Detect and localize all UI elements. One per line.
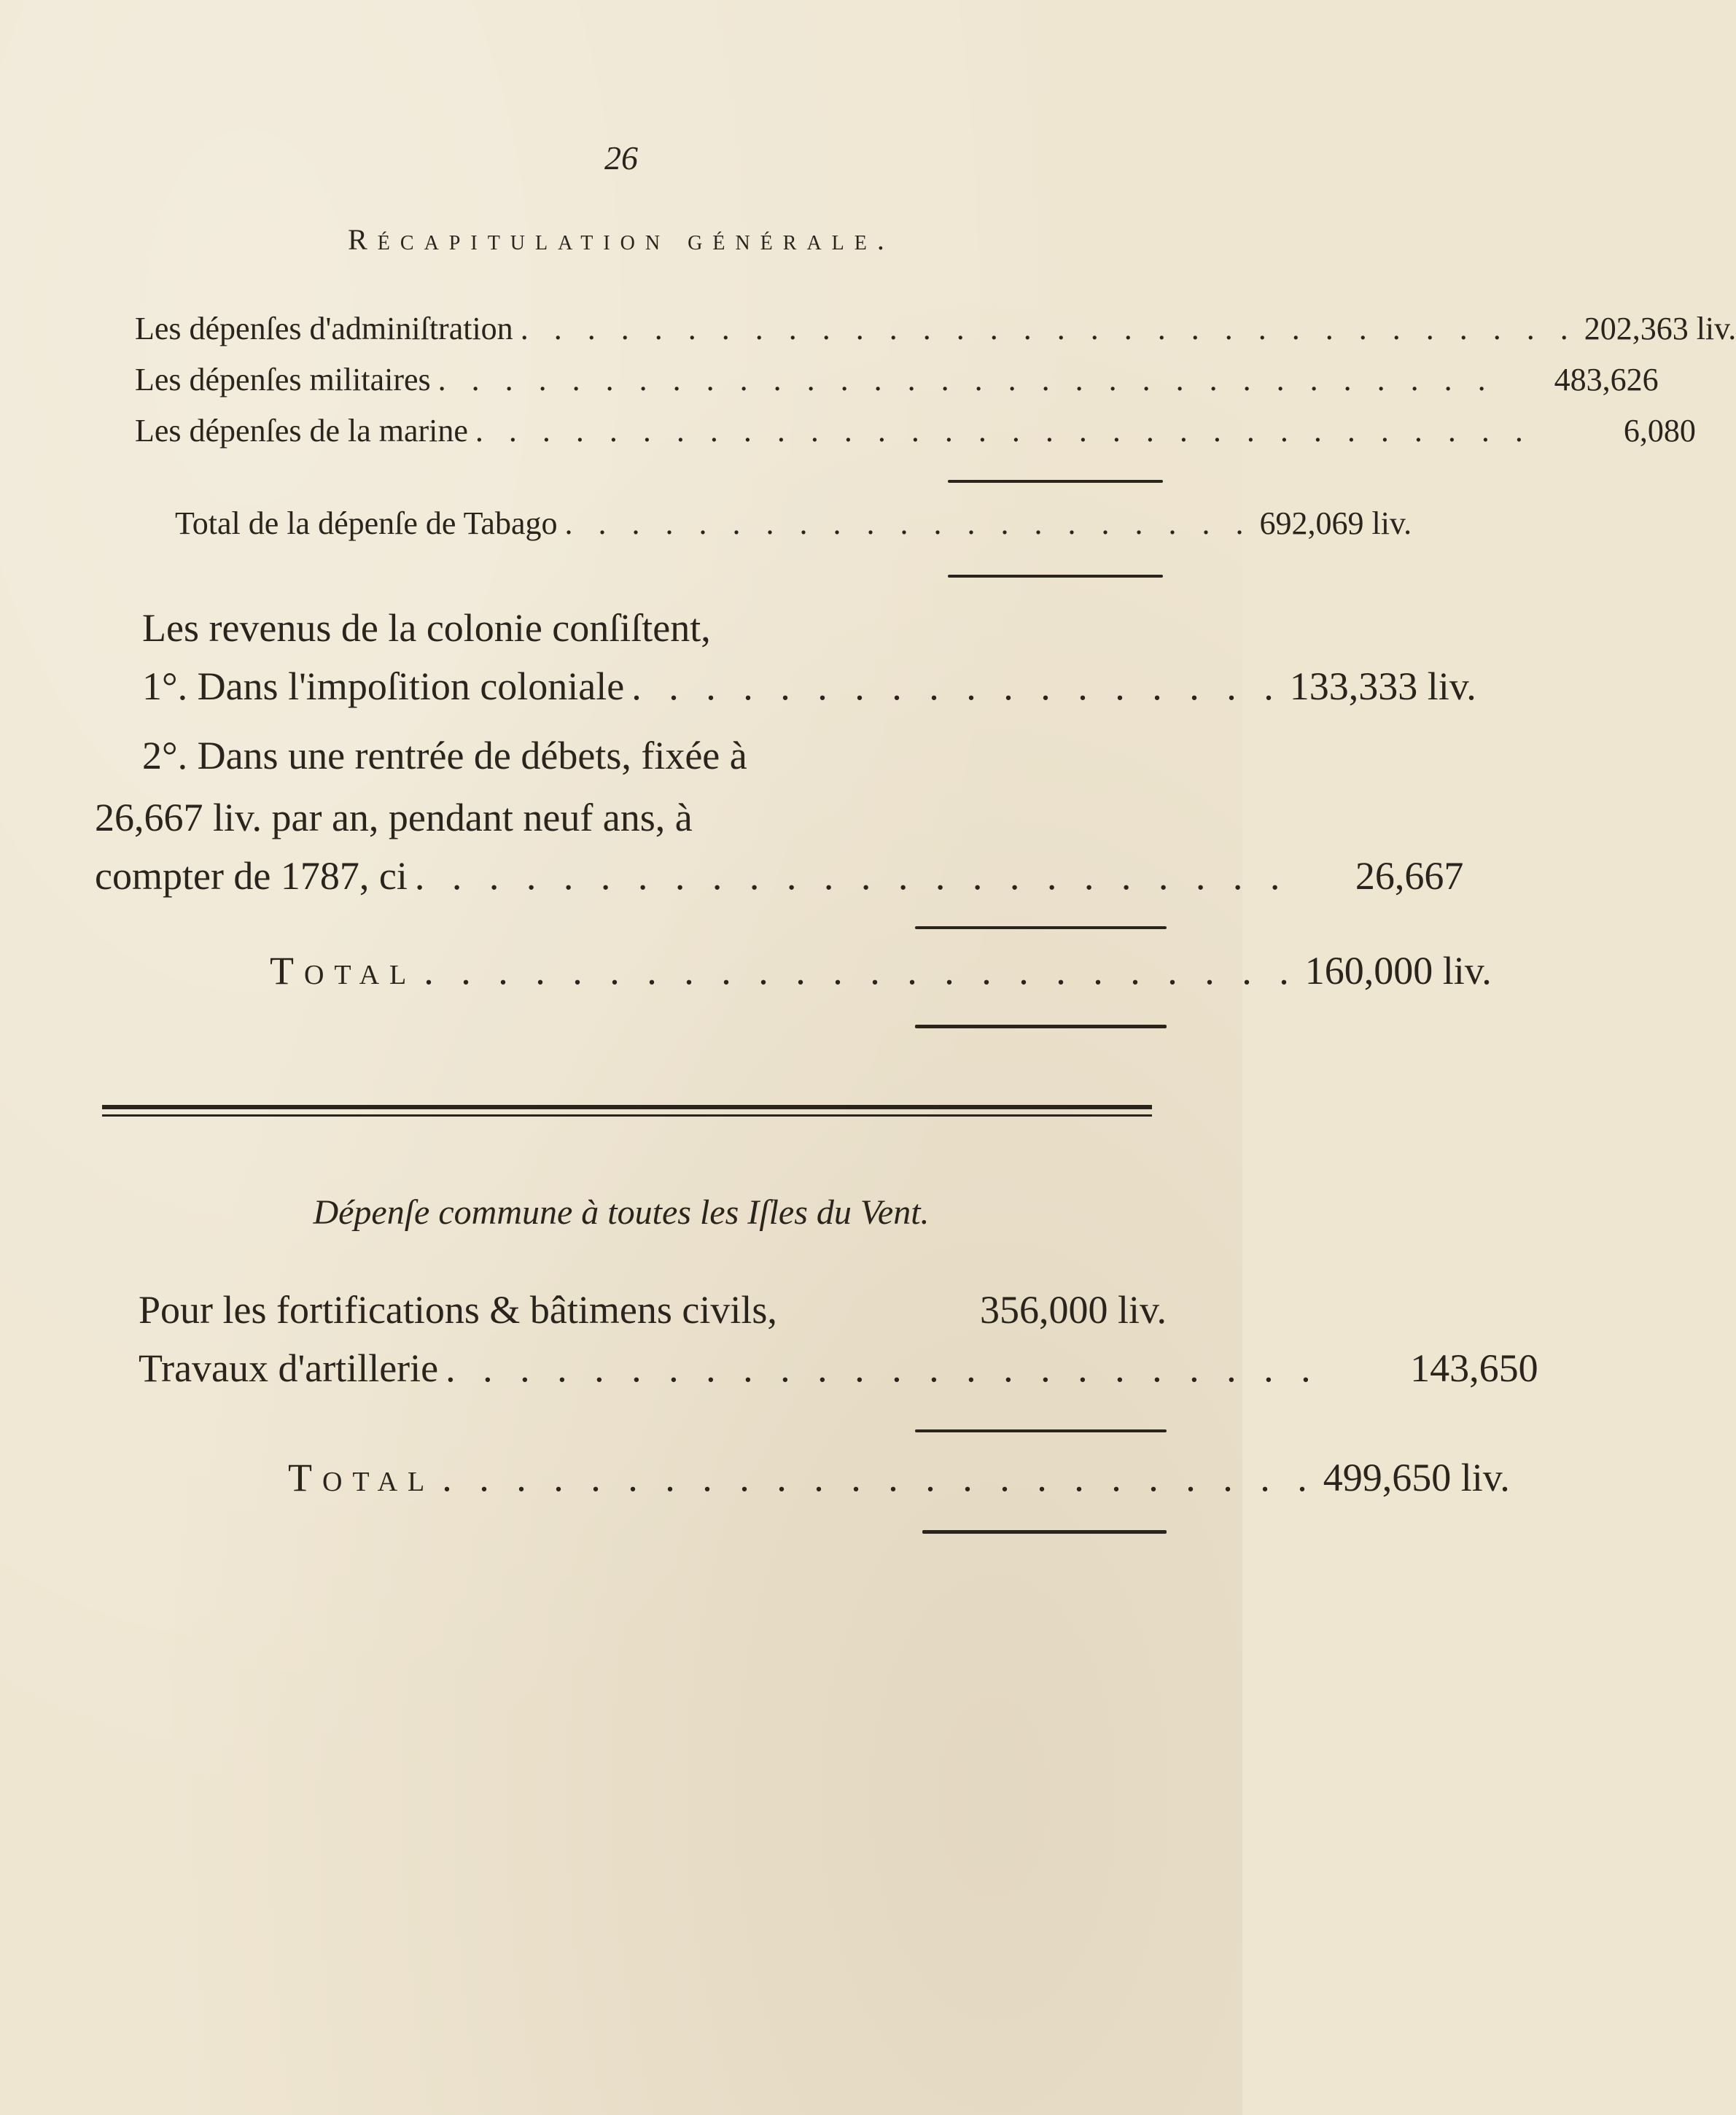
leader-dots: . . . . . . . . . . . . . . . . . . . . . . . . . . . . . . . . — [520, 311, 1577, 346]
revenue-debets-line-a: 2°. Dans une rentrée de débets, fixée à — [142, 734, 747, 777]
common-row-fortifications — [139, 1287, 1167, 1332]
sum-rule — [915, 1429, 1167, 1432]
total-rule — [915, 1025, 1167, 1028]
revenue-total-label: Total — [270, 949, 417, 993]
revenue-total-row — [270, 948, 1492, 993]
revenue-row-imposition — [142, 664, 1476, 709]
recap-heading: Récapitulation générale. — [348, 223, 895, 256]
leader-dots: . . . . . . . . . . . . . . . . . . — [631, 664, 1282, 708]
recap-row-value: 6,080 — [1623, 413, 1696, 449]
revenue-row-debets — [95, 853, 1464, 899]
common-section-title: Dépenſe commune à toutes les Iſles du Vent. — [313, 1193, 930, 1232]
recap-row-label: Les dépenſes d'adminiſtration — [135, 311, 513, 346]
section-divider — [102, 1105, 1152, 1117]
recap-row-value: 202,363 liv. — [1584, 311, 1736, 346]
revenue-debets-line-b: 26,667 liv. par an, pendant neuf ans, à — [95, 796, 693, 839]
page-number: 26 — [604, 139, 638, 176]
common-row-value: 143,650 — [1410, 1346, 1538, 1390]
common-total-value: 499,650 liv. — [1323, 1456, 1510, 1499]
recap-row-administration — [135, 310, 1736, 347]
common-row-label: Pour les fortifications & bâtimens civils, — [139, 1288, 777, 1332]
common-row-label: Travaux d'artillerie — [139, 1346, 439, 1390]
common-total-label: Total — [288, 1456, 435, 1499]
recap-row-label: Les dépenſes de la marine — [135, 413, 468, 449]
recap-row-value: 483,626 — [1554, 362, 1659, 397]
sum-rule — [915, 926, 1167, 929]
recap-row-marine — [135, 412, 1696, 449]
common-total-row — [288, 1455, 1510, 1500]
common-row-value: 356,000 liv. — [980, 1288, 1167, 1332]
recap-row-label: Les dépenſes militaires — [135, 362, 431, 397]
leader-dots: . . . . . . . . . . . . . . . . . . . . . . . . — [414, 854, 1289, 898]
leader-dots: . . . . . . . . . . . . . . . . . . . . . — [564, 505, 1253, 541]
revenue-row-label: compter de 1787, ci — [95, 854, 408, 898]
total-rule — [948, 575, 1163, 578]
recap-total-value: 692,069 liv. — [1259, 505, 1412, 541]
sum-rule — [948, 480, 1163, 483]
revenue-total-value: 160,000 liv. — [1304, 949, 1492, 993]
revenue-row-label: 1°. Dans l'impoſition coloniale — [142, 664, 625, 708]
revenue-row-value: 133,333 liv. — [1289, 664, 1476, 708]
revenue-row-value: 26,667 — [1355, 854, 1464, 898]
leader-dots: . . . . . . . . . . . . . . . . . . . . . . . . — [445, 1346, 1320, 1390]
common-row-artillery — [139, 1346, 1538, 1391]
leader-dots: . . . . . . . . . . . . . . . . . . . . . . . . . . . . . . . . — [475, 413, 1532, 449]
leader-dots: . . . . . . . . . . . . . . . . . . . . . . . . — [424, 949, 1298, 993]
recap-row-military — [135, 361, 1659, 398]
leader-dots: . . . . . . . . . . . . . . . . . . . . . . . . . . . . . . . . — [437, 362, 1495, 397]
revenues-intro: Les revenus de la colonie conſiſtent, — [142, 606, 711, 650]
total-rule — [922, 1530, 1167, 1534]
recap-total-label: Total de la dépenſe de Tabago — [175, 505, 558, 541]
recap-total-row — [175, 505, 1412, 542]
leader-dots: . . . . . . . . . . . . . . . . . . . . . . . . — [442, 1456, 1316, 1499]
